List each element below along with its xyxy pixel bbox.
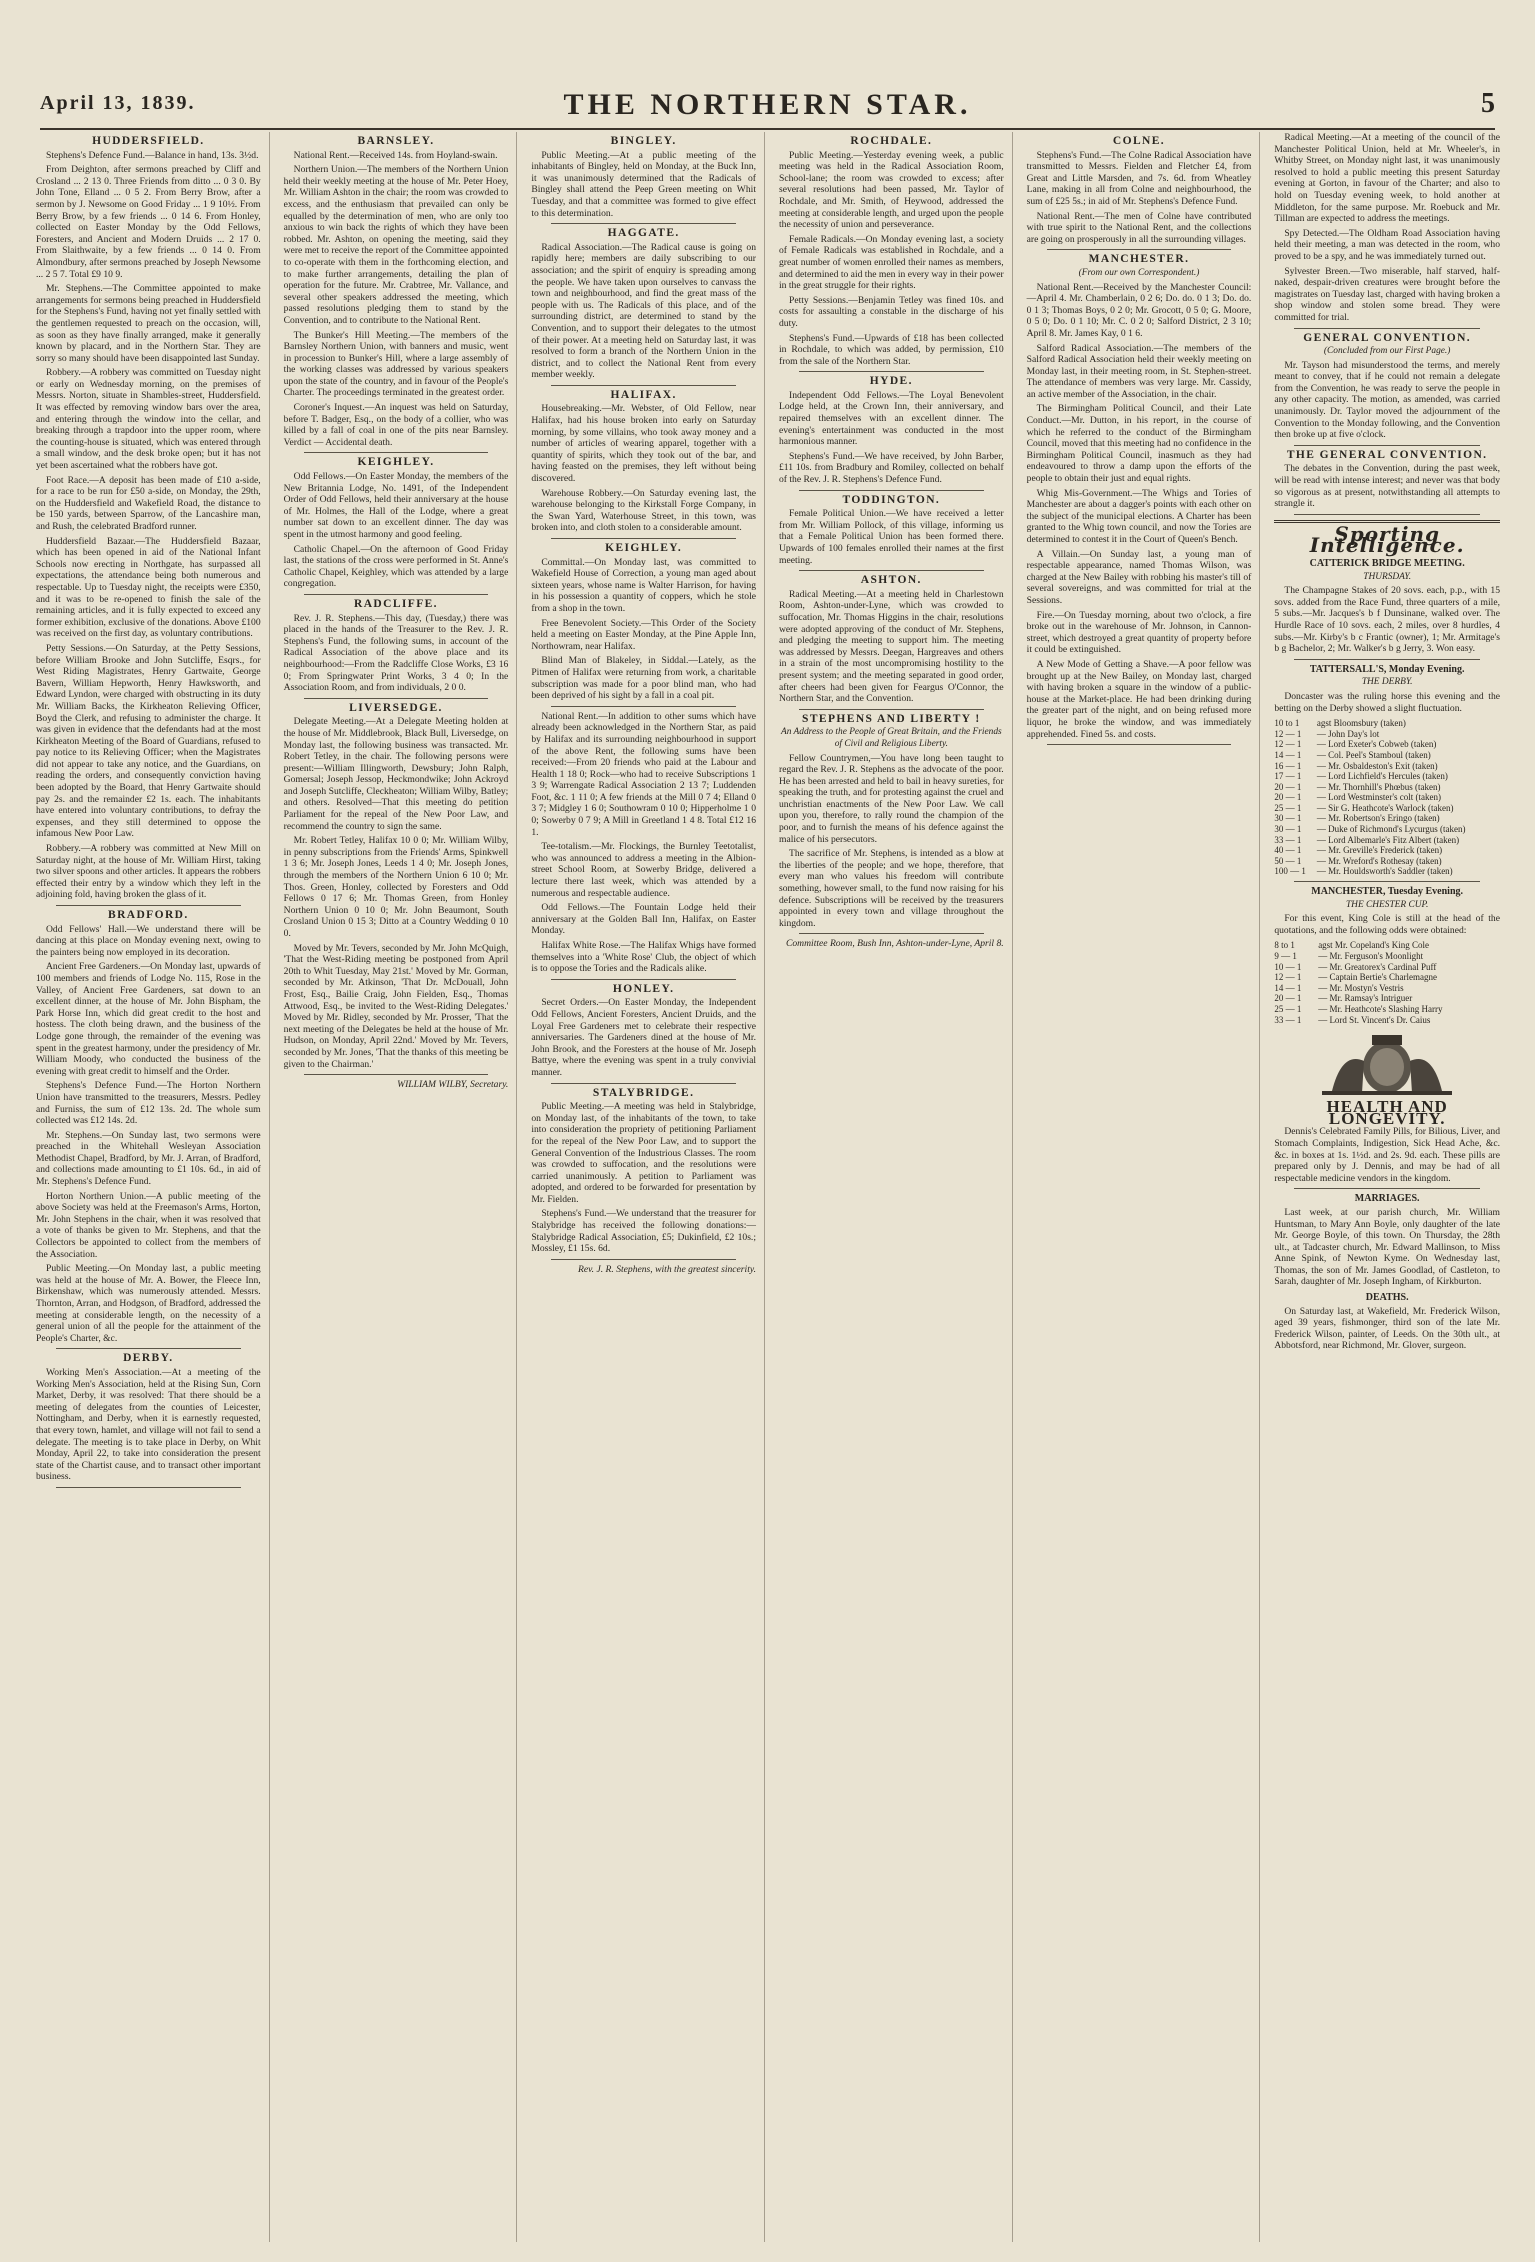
- column-2-signature: WILLIAM WILBY, Secretary.: [397, 1079, 509, 1091]
- article: [531, 711, 756, 975]
- odds-horse: — Captain Bertie's Charlemagne: [1318, 972, 1438, 983]
- article-subheading: (Concluded from our First Page.): [1323, 346, 1451, 357]
- odds-value: 12 — 1: [1274, 739, 1302, 750]
- article-paragraph: From Deighton, after sermons preached by Cliff and Crosland ... 2 13 0. Three Friends from ditto ... 0 3 0. By John Tone, Elland ... 0 5 2. From Berry Brow, after a sermon by J. Newsome on Good Friday ... 1 9 10½. From Berry Brow, by a few friends ... 0 14 6. From Honley, collected on Easter Monday by the Odd Fellows, Foresters, and Ancient and Modern Druids ... 2 17 0. From Slaithwaite, by a few friends ... 0 14 0. From Almondbury, after sermons preached by Joseph Newsome ... 2 5 7. Total £9 10 9.: [36, 164, 261, 280]
- article-paragraph: Committal.—On Monday last, was committed to Wakefield House of Correction, a young man aged about sixteen years, whose name is Walter Harrison, for having in his possession a quantity of coppers, which he stole from a shop in the town.: [531, 556, 756, 614]
- article: [779, 136, 1004, 367]
- odds-horse: — Mr. Greatorex's Cardinal Puff: [1318, 961, 1437, 972]
- divider: [799, 570, 984, 571]
- deaths-heading: DEATHS.: [1365, 1292, 1409, 1304]
- catterick-heading: CATTERICK BRIDGE MEETING.: [1309, 558, 1465, 569]
- divider: [1294, 881, 1480, 882]
- odds-value: 20 — 1: [1274, 993, 1302, 1004]
- issue-date: April 13, 1839.: [40, 92, 196, 114]
- odds-row: [1274, 813, 1500, 824]
- article-heading: TODDINGTON.: [842, 493, 941, 506]
- article-paragraph: Housebreaking.—Mr. Webster, of Old Fellow, near Halifax, had his house broken into early on Saturday morning, by some villains, who took away money and a number of articles of wearing apparel, together with a quantity of spirits, which they took out of the bar, and having feasted on the premises, they left without being discovered.: [531, 403, 756, 485]
- article: [531, 228, 756, 381]
- divider: [56, 1487, 241, 1488]
- article: [779, 575, 1004, 705]
- article-heading: LIVERSEDGE.: [349, 701, 443, 714]
- odds-value: 33 — 1: [1274, 1014, 1302, 1025]
- odds-horse: — Sir G. Heathcote's Warlock (taken): [1316, 802, 1454, 813]
- article-heading: STEPHENS AND LIBERTY !: [802, 712, 981, 725]
- manchester-sport-sub: THE CHESTER CUP.: [1345, 899, 1429, 910]
- odds-row: [1274, 972, 1500, 983]
- odds-horse: — Mr. Ferguson's Moonlight: [1318, 951, 1424, 961]
- article-paragraph: National Rent.—The men of Colne have contributed with true spirit to the National Rent, and the collections are going on prosperously in all the surrounding villages.: [1026, 210, 1252, 245]
- odds-value: 50 — 1: [1274, 855, 1302, 866]
- article-paragraph: Catholic Chapel.—On the afternoon of Good Friday last, the stations of the cross were performed in St. Anne's Catholic Chapel, Keighley, which was attended by a large congregation.: [283, 543, 509, 590]
- article-paragraph: Mr. Robert Tetley, Halifax 10 0 0; Mr. William Wilby, in penny subscriptions from the Friends' Arms, Spinkwell 1 3 6; Mr. Joseph Jones, Leeds 1 4 0; Mr. Joseph Jones, through the members of the Northern Union 6 10 0; Mr. Thos. Green, Honley, collected by Foresters and Odd Fellows 0 17 6; Mr. Thomas Green, from Honley Northern Union 0 10 0; Mr. John Beaumont, South Crosland Union 0 15 3; Ditto at a Country Wedding 0 10 0.: [283, 835, 509, 939]
- odds-row: [1274, 718, 1500, 729]
- divider: [551, 223, 736, 224]
- article-heading: MANCHESTER.: [1088, 253, 1190, 266]
- article: [779, 376, 1004, 485]
- article-paragraph: Secret Orders.—On Easter Monday, the Independent Odd Fellows, Ancient Foresters, Ancient Druids, and the Loyal Free Gardeners met to celebrate their respective anniversaries. The Gardeners dined at the house of Mr. John Brook, and the Foresters at the house of Mr. Joseph Battye, where the evening was spent in a truly convivial manner.: [531, 997, 756, 1078]
- article-paragraph: Fire.—On Tuesday morning, about two o'clock, a fire broke out in the warehouse of Mr. Johnson, in Cannon-street, which destroyed a great quantity of property before it could be extinguished.: [1026, 609, 1252, 656]
- article-paragraph: Public Meeting.—A meeting was held in Stalybridge, on Monday last, of the inhabitants of the town, to take into consideration the propriety of petitioning Parliament for the repeal of the New Poor Law, and to support the General Convention of the Industrious Classes. The room was crowded to suffocation, and the resolutions were carried unanimously. A petition to Parliament was adopted, and ordered to be forwarded for presentation by Mr. Fielden.: [531, 1101, 756, 1205]
- odds-horse: — Lord Albemarle's Fitz Albert (taken): [1316, 834, 1460, 845]
- newspaper-title: THE NORTHERN STAR.: [563, 88, 972, 121]
- article-paragraph: Stephens's Fund.—The Colne Radical Association have transmitted to Messrs. Fielden and Fletcher £4, from Great and Little Marsden, and 7s. 6d. from Wheatley Lane, making in all from Colne and neighbourhood, the sum of £25 5s.; in aid of Mr. Stephens's Defence Fund.: [1026, 149, 1252, 207]
- article-paragraph: Public Meeting.—Yesterday evening week, a public meeting was held in the Radical Association Room, School-lane; the room was crowded to excess; after several resolutions had been passed, Mr. Taylor of Rochdale, and Mr. Smith, of Heywood, addressed the meeting at considerable length, and urged upon the people the necessity of union and perseverance.: [779, 149, 1004, 231]
- article-paragraph: Free Benevolent Society.—This Order of the Society held a meeting on Easter Monday, at the Pine Apple Inn, Northowram, near Halifax.: [531, 617, 756, 652]
- article: [36, 1353, 261, 1483]
- odds-horse: — Duke of Richmond's Lycurgus (taken): [1316, 824, 1466, 835]
- article-paragraph: Halifax White Rose.—The Halifax Whigs have formed themselves into a 'White Rose' Club, the object of which is to oppose the Tories and the Radicals alike.: [531, 940, 756, 975]
- article-paragraph: Independent Odd Fellows.—The Loyal Benevolent Lodge held, at the Crown Inn, their anniversary, and repaired themselves with an excellent dinner. The evening's entertainment was conducted in the most harmonious manner.: [779, 389, 1004, 448]
- article: [36, 136, 261, 901]
- article-paragraph: Sylvester Breen.—Two miserable, half starved, half-naked, despair-driven creatures were brought before the magistrates on Tuesday last, charged with having broken a shop window and stolen some bread. They were committed for trial.: [1274, 265, 1500, 323]
- article-paragraph: Radical Association.—The Radical cause is going on rapidly here; members are daily subscribing to our association; and the spirit of enquiry is spreading among the people. We have taken upon ourselves to canvass the town and neighbourhood, and find the great mass of the people with us. The Radicals of this place, and of the surrounding district, are determined to stand by the Convention, and to support their delegates to the utmost of their power. At a meeting held on Saturday last, it was resolved to form a branch of the Northern Union in the district, and to collect the National Rent from every member weekly.: [531, 241, 756, 381]
- odds-horse: — Mr. Heathcote's Slashing Harry: [1318, 1003, 1443, 1014]
- odds-value: 8 to 1: [1274, 940, 1295, 951]
- article-paragraph: Robbery.—A robbery was committed on Tuesday night or early on Wednesday morning, on the premises of Messrs. Norton, situate in Shambles-street, Huddersfield. It was effected by removing window bars over the area, and entering through the window into the cellar, and breaking through a trapdoor into the upper room, where the counting-house is situated, which was entered through a small window, and the desk broke open; but it has not yet been ascertained what the robbers have got.: [36, 367, 261, 472]
- divider: [551, 538, 736, 539]
- article: [531, 984, 756, 1079]
- odds-value: 14 — 1: [1274, 749, 1302, 760]
- article-paragraph: Odd Fellows.—On Easter Monday, the members of the New Britannia Lodge, No. 1491, of the Independent Order of Odd Fellows, held their anniversary at the house of Mr. Holmes, the Hall of the Lodge, where a great number sat down to an excellent dinner. The day was spent in the utmost harmony and good feeling.: [283, 471, 509, 540]
- article-heading: ASHTON.: [860, 574, 922, 587]
- article-paragraph: Stephens's Defence Fund.—The Horton Northern Union have transmitted to the treasurers, Messrs. Pedley and Furniss, the sum of £12 13s. 2d. The whole sum collected was £12 14s. 2d.: [36, 1080, 261, 1127]
- divider: [551, 385, 736, 386]
- column-2: [276, 132, 518, 2242]
- article-paragraph: Mr. Stephens.—The Committee appointed to make arrangements for sermons being preached in Huddersfield for the Stephens's Fund, having not yet finally settled with the gentlemen requested to preach on the occasion, will, as soon as they have finally arranged, make it generally known by placard, and in the Northern Star. They are sorry so many should have been disappointed last Sunday.: [36, 283, 261, 364]
- article-paragraph: Northern Union.—The members of the Northern Union held their weekly meeting at the house of Mr. Peter Hoey, Mr. William Ashton in the chair; the room was crowded to excess, and the enthusiasm that prevailed can only be equalled by the determination of men, who are only too anxious to win back the rights of which they have been robbed. Mr. Ashton, on opening the meeting, said they were met to receive the report of the Committee appointed to co-operate with them in the forthcoming election, and to make further arrangements, detailing the plan of operation for the future. Mr. Crabtree, Mr. Vallance, and several other speakers addressed the meeting, which passed resolutions pledging them to stand by the Convention, and to contribute to the National Rent.: [283, 164, 509, 326]
- article-paragraph: Stephens's Fund.—We understand that the treasurer for Stalybridge has received the following donations:—Stalybridge Radical Association, £5; Dukinfield, £2 10s.; Mossley, £1 15s. 6d.: [531, 1208, 756, 1255]
- article-paragraph: Female Radicals.—On Monday evening last, a society of Female Radicals was established in Rochdale, and a great number of women enrolled their names as members, and determined to aid the men in every way in their power in the great struggle for their rights.: [779, 233, 1004, 292]
- article: [531, 136, 756, 219]
- article: [284, 599, 509, 694]
- odds-horse: — John Day's lot: [1316, 728, 1380, 739]
- article-heading: KEIGHLEY.: [605, 542, 683, 554]
- divider: [799, 371, 984, 372]
- divider: [56, 905, 241, 906]
- article-paragraph: Stephens's Fund.—We have received, by John Barber, £11 10s. from Bradbury and Romiley, collected on behalf of the Rev. J. R. Stephens's Defence Fund.: [779, 450, 1004, 486]
- tattersalls-heading: TATTERSALL'S, Monday Evening.: [1309, 663, 1465, 675]
- article: [284, 703, 509, 1070]
- article-heading: ROCHDALE.: [850, 135, 933, 147]
- odds-horse: agst Mr. Copeland's King Cole: [1318, 940, 1430, 951]
- article-subheading: (From our own Correspondent.): [1078, 267, 1200, 278]
- article-paragraph: Public Meeting.—On Monday last, a public meeting was held at the house of Mr. A. Bower, the Fleece Inn, Birkenshaw, which was numerously attended. Messrs. Thornton, Arran, and Hodgson, of Bradford, addressed the meeting at considerable length, on the necessity of a general union of all the people for the attainment of the People's Charter, &c.: [36, 1263, 261, 1344]
- article-paragraph: Public Meeting.—At a public meeting of the inhabitants of Bingley, held on Monday, at the Buck Inn, it was unanimously determined that the Radicals of Bingley shall attend the Peep Green meeting on Whit Tuesday, and that a committee was formed to give effect to this determination.: [531, 149, 756, 219]
- divider: [1294, 659, 1480, 660]
- divider: [304, 452, 489, 453]
- manchester-sport-heading: MANCHESTER, Tuesday Evening.: [1311, 886, 1464, 898]
- article-paragraph: A Villain.—On Sunday last, a young man of respectable appearance, named Thomas Wilson, was charged at the New Bailey with robbing his master's till of several sovereigns, and was committed for trial at the Sessions.: [1026, 548, 1252, 606]
- article-paragraph: Stephens's Defence Fund.—Balance in hand, 13s. 3½d.: [46, 149, 259, 161]
- article-paragraph: Ancient Free Gardeners.—On Monday last, upwards of 100 members and friends of Lodge No. 115, Rose in the Valley, of Ancient Free Gardeners, sat down to an excellent dinner, at the house of Mr. John Bispham, the Park Horse Inn, which did great credit to the host and hostess. The cloth being drawn, and the business of the Lodge gone through, the remainder of the evening was spent in the greatest harmony, under the presidency of Mr. William Moody, who conducted the business of the evening with great credit to himself and the Order.: [36, 961, 261, 1077]
- divider: [1294, 445, 1480, 446]
- article: [284, 136, 509, 448]
- divider: [304, 594, 489, 595]
- odds-value: 40 — 1: [1274, 845, 1302, 856]
- column-5: [1019, 132, 1261, 2242]
- odds-value: 30 — 1: [1274, 813, 1302, 824]
- article-heading: STALYBRIDGE.: [592, 1086, 695, 1099]
- odds-horse: — Mr. Houldsworth's Saddler (taken): [1316, 866, 1453, 877]
- odds-row: [1274, 824, 1500, 835]
- catterick-body: The Champagne Stakes of 20 sovs. each, p.p., with 15 sovs. added from the Race Fund, three quarters of a mile, 5 subs.—Mr. Jacques's b f Dunsinane, walked over. The Hurdle Race of 10 sovs. each, 2 miles, over 8 hurdles, 4 subs.—Mr. Kirby's b c Frantic (owner), 1; Mr. Armitage's b g Bachelor, 2; Mr. Walker's b g Jerry, 3. Won easy.: [1274, 585, 1500, 655]
- divider: [304, 698, 489, 699]
- article-paragraph: Whig Mis-Government.—The Whigs and Tories of Manchester are about a dagger's points with each other on the subject of the municipal elections. A Charter has been granted to the Whig town council, and now the Tories are determined to contest it in the Court of Queen's Bench.: [1026, 487, 1252, 545]
- odds-row: [1274, 739, 1500, 750]
- article-heading: HAGGATE.: [607, 227, 680, 240]
- article-paragraph: Fellow Countrymen,—You have long been taught to regard the Rev. J. R. Stephens as the advocate of the poor. He has been arrested and held to bail in heavy sureties, for speaking the truth, and for protesting against the cruel and unchristian enactments of the New Poor Law. We call upon you, therefore, to rally round the champion of the poor, and to furnish the means of his defence against the malice of his persecutors.: [779, 752, 1004, 845]
- divider: [799, 709, 984, 710]
- odds-value: 30 — 1: [1274, 824, 1302, 835]
- divider: [1294, 1188, 1480, 1189]
- article-paragraph: Huddersfield Bazaar.—The Huddersfield Bazaar, which has been opened in aid of the National Infant Schools now erecting in Northgate, has surpassed all expectations, the attendance being both numerous and respectable. Up to Tuesday night, the receipts were £350, and it was to be re-opened to finish the sale of the remaining articles, and it is fully expected to exceed any former exhibition, exclusive of the donations. Above £100 was received on the first day, as voluntary contributions.: [36, 535, 261, 640]
- article-paragraph: National Rent.—In addition to other sums which have already been acknowledged in the Northern Star, as paid by Halifax and its surrounding neighbourhood in support of the above Rent, the following sums have been received:—From 20 friends who paid at the Labour and Health 1 18 0; Rock—who had to receive Subscriptions 1 3 9; Warrengate Radical Association 2 13 7; Luddenden Foot, &c. 1 11 0; A few friends at the Mill 0 7 4; Elland 0 3 7; Midgley 1 6 0; Southowram 0 10 0; Hipperholme 1 0 0; Sowerby 0 7 9; A Mill in Greetland 1 4 8. Total £12 16 1.: [531, 710, 756, 838]
- article-paragraph: Odd Fellows' Hall.—We understand there will be dancing at this place on Monday evening next, owing to the painters being now employed in its decoration.: [36, 923, 261, 958]
- article-paragraph: The Birmingham Political Council, and their Late Conduct.—Mr. Dutton, in his report, in the course of which he referred to the conduct of the Birmingham Council, moved that this meeting had no confidence in the Birmingham Political Council, inasmuch as they had endeavoured to throw a damp upon the efforts of the people to obtain their just and equal rights.: [1026, 403, 1252, 485]
- article-heading: HALIFAX.: [610, 388, 677, 401]
- article: [1027, 254, 1252, 740]
- catterick-day: THURSDAY.: [1363, 571, 1412, 582]
- article: [36, 910, 261, 1344]
- odds-value: 12 — 1: [1274, 972, 1302, 983]
- odds-row: [1274, 951, 1500, 962]
- health-heading: HEALTH AND LONGEVITY.: [1326, 1097, 1448, 1128]
- article-heading: BINGLEY.: [610, 135, 677, 147]
- divider: [1294, 514, 1480, 515]
- health-body: Dennis's Celebrated Family Pills, for Bilious, Liver, and Stomach Complaints, Indigestion, Sick Head Ache, &c. &c. in boxes at 1s. 1½d. and 2s. 9d. each. These pills are prepared only by J. Dennis, and may be had of all respectable medicine vendors in the kingdom.: [1274, 1126, 1500, 1184]
- odds-horse: — Mr. Thornhill's Phœbus (taken): [1316, 781, 1441, 792]
- odds-row: [1274, 866, 1500, 877]
- masthead: [40, 88, 1495, 130]
- odds-horse: — Mr. Wreford's Rothesay (taken): [1316, 855, 1442, 866]
- odds-horse: — Lord Lichfield's Hercules (taken): [1316, 771, 1448, 782]
- divider: [304, 1074, 489, 1075]
- divider: [56, 1348, 241, 1349]
- divider: [551, 979, 736, 980]
- column-6: [1266, 132, 1508, 2242]
- column-3: [523, 132, 765, 2242]
- article-heading: THE GENERAL CONVENTION.: [1286, 448, 1488, 461]
- column-4-signature: Committee Room, Bush Inn, Ashton-under-Lyne, April 8.: [785, 938, 1004, 950]
- divider: [551, 1259, 736, 1260]
- odds-horse: — Mr. Greville's Frederick (taken): [1316, 845, 1443, 856]
- article-paragraph: Salford Radical Association.—The members of the Salford Radical Association held their weekly meeting on Monday last, in their meeting room, in St. Stephen-street. The attendance of members was very large. Mr. Cassidy, an active member of the Association, in the chair.: [1026, 342, 1252, 400]
- manchester-sport-body: For this event, King Cole is still at the head of the quotations, and the following odds were obtained:: [1274, 913, 1500, 936]
- article: [284, 457, 509, 590]
- article-paragraph: The sacrifice of Mr. Stephens, is intended as a blow at the liberties of the people; and we hope, therefore, that every man who values his freedom will contribute something, however small, to the fund now raising for his defence. Subscriptions will be received by the treasurers appointed in every town and village throughout the kingdom.: [779, 848, 1004, 929]
- divider: [1294, 328, 1480, 329]
- odds-row: [1274, 761, 1500, 772]
- odds-row: [1274, 771, 1500, 782]
- article-heading: KEIGHLEY.: [357, 456, 435, 469]
- article-heading: BRADFORD.: [108, 909, 189, 921]
- marriages-body: Last week, at our parish church, Mr. William Huntsman, to Mary Ann Boyle, only daughter of the late Mr. George Boyle, of this town. On Thursday, the 28th ult., at Tadcaster church, Mr. Edward Mallinson, to Miss Anne Spink, of Newton Kyme. On Wednesday last, Thomas, the son of Mr. James Goodlad, of Castleton, to Sarah, daughter of Mr. Joseph Ingham, of Kirkburton.: [1274, 1206, 1500, 1288]
- article-paragraph: National Rent.—Received by the Manchester Council:—April 4. Mr. Chamberlain, 0 2 6; Do. do. 0 1 3; Do. do. 0 1 3; Thomas Boys, 0 2 0; Mr. Grocott, 0 5 0; G. Moore, 0 5 0; Do. 0 1 10; Mr. C. 0 2 0; Salford District, 2 3 10; April 8. Mr. James Kay, 0 1 6.: [1026, 281, 1252, 339]
- article-paragraph: A New Mode of Getting a Shave.—A poor fellow was brought up at the New Bailey, on Monday last, charged with having broken a square in the window of a public-house at the Market-place. He had been drinking during the greater part of the night, and on being refused more liquor, he broke the window, and was immediately apprehended. Fined 5s. and costs.: [1026, 658, 1252, 740]
- article-paragraph: Working Men's Association.—At a meeting of the Working Men's Association, held at the Rising Sun, Corn Market, Derby, it was resolved: That there should be a meeting of delegates from the counties of Leicester, Nottingham, and Derby, when it is earnestly requested, that every town, hamlet, and village will not fail to send a delegate. The meeting is to take place in Derby, on Whit Monday, April 22, to take into consideration the present state of the Chartist cause, and to transact other important business.: [36, 1366, 261, 1483]
- article-paragraph: Petty Sessions.—Benjamin Tetley was fined 10s. and costs for assaulting a constable in the discharge of his duty.: [779, 294, 1004, 329]
- article: [1027, 136, 1252, 245]
- article-paragraph: Foot Race.—A deposit has been made of £10 a-side, for a race to be run for £50 a-side, on Monday, the 29th, on the Huddersfield and Wakefield Road, the distance to be 150 yards, between Sparrow, of the Lancashire man, and Rush, the celebrated Bradford runner.: [36, 474, 261, 532]
- odds-value: 17 — 1: [1274, 771, 1302, 782]
- article: [531, 390, 756, 534]
- odds-value: 10 — 1: [1274, 961, 1302, 972]
- article-paragraph: Coroner's Inquest.—An inquest was held on Saturday, before T. Badger, Esq., on the body of a collier, who was killed by a fall of coal in one of the pits near Barnsley. Verdict — Accidental death.: [283, 402, 509, 448]
- article-heading: DERBY.: [123, 1352, 174, 1365]
- odds-row: [1274, 835, 1500, 846]
- article-paragraph: Spy Detected.—The Oldham Road Association having held their meeting, a man was detected in the room, who proved to be a spy, and he was immediately turned out.: [1274, 227, 1500, 262]
- royal-arms-engraving: [1312, 1031, 1462, 1097]
- odds-horse: — Lord Westminster's colt (taken): [1316, 792, 1442, 803]
- article: [1274, 132, 1500, 324]
- odds-horse: — Lord St. Vincent's Dr. Caius: [1318, 1014, 1431, 1025]
- odds-row: [1274, 993, 1500, 1004]
- odds-row: [1274, 803, 1500, 814]
- odds-row: [1274, 750, 1500, 761]
- article-heading: COLNE.: [1112, 135, 1166, 147]
- odds-value: 14 — 1: [1274, 982, 1302, 993]
- odds-horse: — Mr. Ramsay's Intriguer: [1318, 993, 1413, 1004]
- article-heading: HUDDERSFIELD.: [92, 135, 205, 147]
- article-paragraph: Odd Fellows.—The Fountain Lodge held their anniversary at the Golden Ball Inn, Halifax, on Easter Monday.: [531, 902, 756, 937]
- article: [531, 543, 756, 702]
- article-paragraph: Mr. Stephens.—On Sunday last, two sermons were preached in the Whitehall Wesleyan Association Methodist Chapel, Bradford, by Mr. J. Arran, of Bradford, and collections made amounting to £1 10s. 6d., in aid of Mr. Stephens's Defence Fund.: [36, 1129, 261, 1188]
- odds-value: 20 — 1: [1274, 792, 1302, 803]
- sporting-heading: Sporting Intelligence.: [1309, 521, 1465, 558]
- article-paragraph: Warehouse Robbery.—On Saturday evening last, the warehouse belonging to the Kirkstall Forge Company, in the Swan Yard, Waterhouse Street, in this town, was broken into, and cloth stolen to a considerable amount.: [531, 487, 756, 534]
- divider: [799, 490, 984, 491]
- article-paragraph: Radical Meeting.—At a meeting of the council of the Manchester Political Union, held at Mr. Wheeler's, in Whitby Street, on Monday night last, it was unanimously resolved to hold a public meeting this present Saturday evening at Gorton, in favour of the Charter; and also to hold on Tuesday evening week, to hold another at Middleton, for the same purpose. Mr. Roebuck and Mr. Tillman are expected to address the meetings.: [1274, 132, 1500, 225]
- article: [1274, 333, 1500, 441]
- derby-odds-table: [1274, 718, 1500, 877]
- deaths-body: On Saturday last, at Wakefield, Mr. Frederick Wilson, aged 39 years, fishmonger, third son of the late Mr. Frederick Wilson, painter, of Leeds. On the 30th ult., at Abbotsford, near Richmond, Mr. Glover, surgeon.: [1274, 1305, 1500, 1352]
- divider: [551, 1083, 736, 1084]
- article-paragraph: The debates in the Convention, during the past week, will be read with intense interest; and never was that body so vigorous as at present, notwithstanding all attempts to strangle it.: [1274, 463, 1500, 510]
- divider: [1047, 249, 1232, 250]
- article-heading: HONLEY.: [612, 982, 675, 995]
- odds-value: 10 to 1: [1274, 718, 1300, 729]
- column-3-signature: Rev. J. R. Stephens, with the greatest sincerity.: [578, 1263, 756, 1275]
- odds-row: [1274, 940, 1500, 951]
- odds-value: 33 — 1: [1274, 834, 1302, 845]
- odds-horse: — Col. Peel's Stamboul (taken): [1316, 749, 1431, 760]
- article-paragraph: Stephens's Fund.—Upwards of £18 has been collected in Rochdale, to which was added, by permission, £10 from the sale of the Northern Star.: [779, 332, 1004, 367]
- odds-row: [1274, 792, 1500, 803]
- article-paragraph: Radical Meeting.—At a meeting held in Charlestown Room, Ashton-under-Lyne, which was crowded to suffocation, Mr. Thomas Higgins in the chair, resolutions were adopted approving of the conduct of Mr. Stephens, and pledging the meeting to support him. The meeting was addressed by Messrs. Deegan, Hargreaves and others in a strain of the most uncompromising hostility to the present system; and the meeting separated in good order, after cheers had been given for Feargus O'Connor, the Northern Star, and the Convention.: [779, 588, 1004, 705]
- article-heading: HYDE.: [869, 375, 913, 388]
- odds-value: 25 — 1: [1274, 802, 1302, 813]
- column-4: [771, 132, 1013, 2242]
- odds-horse: — Mr. Osbaldeston's Exit (taken): [1316, 760, 1438, 771]
- odds-value: 12 — 1: [1274, 728, 1302, 739]
- odds-row: [1274, 782, 1500, 793]
- divider: [1047, 744, 1232, 745]
- article-paragraph: Female Political Union.—We have received a letter from Mr. William Pollock, of this village, informing us that a Female Political Union has been formed there. Upwards of 100 females enrolled their names at the first meeting.: [779, 508, 1004, 566]
- news-columns: [28, 132, 1508, 2242]
- article-heading: BARNSLEY.: [357, 135, 435, 147]
- odds-value: 25 — 1: [1274, 1003, 1302, 1014]
- article-heading: RADCLIFFE.: [354, 597, 438, 610]
- article-heading: GENERAL CONVENTION.: [1303, 331, 1472, 344]
- odds-row: [1274, 1004, 1500, 1015]
- tattersalls-sub: THE DERBY.: [1361, 677, 1413, 688]
- odds-horse: — Lord Exeter's Cobweb (taken): [1316, 739, 1437, 750]
- odds-horse: — Mr. Robertson's Eringo (taken): [1316, 813, 1440, 824]
- divider: [799, 933, 984, 934]
- odds-row: [1274, 983, 1500, 994]
- article-paragraph: Horton Northern Union.—A public meeting of the above Society was held at the Freemason's Arms, Horton, Mr. John Stephens in the chair, when it was resolved that a vote of thanks be given to Mr. Stephens, and that the Collectors be appointed to collect from the members of the Association.: [36, 1190, 261, 1260]
- article-paragraph: Robbery.—A robbery was committed at New Mill on Saturday night, at the house of Mr. William Hirst, taking two silver spoons and other articles. It appears the robbers effected their entry by a window which they left in the adjoining fold, having broken the glass of it.: [36, 843, 261, 901]
- odds-row: [1274, 1015, 1500, 1026]
- tattersalls-body: Doncaster was the ruling horse this evening and the betting on the Derby showed a slight fluctuation.: [1274, 690, 1500, 714]
- article: [531, 1088, 756, 1255]
- page-number: 5: [1481, 88, 1495, 119]
- odds-row: [1274, 856, 1500, 867]
- article-paragraph: The Bunker's Hill Meeting.—The members of the Barnsley Northern Union, with banners and music, went in procession to Bunker's Hill, where a large assembly of the working classes was addressed by various speakers upon the state of the country, and in favour of the People's Charter. The proceedings terminated in the greatest order.: [283, 329, 509, 399]
- article-paragraph: Petty Sessions.—On Saturday, at the Petty Sessions, before William Brooke and John Sutcliffe, Esqrs., for West Riding Magistrates, Henry Gartwaite, George Bavern, William Hepworth, Henry Hawksworth, and Edward Lyndon, were charged with obstructing in its duty Mr. William Backs, the Kirkheaton Relieving Officer, Boyd the Clerk, and refusing to administer the charge. It was given in evidence that the defendants had at the most Kirkheaton Meeting of the Board of Guardians, refused to pay notice to its Relieving Officer; when the Magistrates did not appear to take any notice, and the Guardians, on reading the orders, and consequently conviction having been adopted by the Board, that Henry Gartwaite should pay 2s. and the remainder £2 1s. each. The inhabitants have entered into voluntary contributions, to defray the expenses, and they still determined to oppose the infamous New Poor Law.: [36, 642, 261, 840]
- odds-value: 20 — 1: [1274, 781, 1302, 792]
- article-paragraph: Blind Man of Blakeley, in Siddal.—Lately, as the Pitmen of Halifax were returning from work, a charitable subscription was made for a poor blind man, who had been deprived of his sight by a fall in a coal pit.: [531, 655, 756, 702]
- odds-row: [1274, 729, 1500, 740]
- odds-value: 9 — 1: [1274, 951, 1297, 961]
- article-subheading: An Address to the People of Great Britain, and the Friends of Civil and Religious Liberty.: [780, 727, 1002, 749]
- odds-value: 100 — 1: [1274, 866, 1306, 877]
- odds-horse: — Mr. Mostyn's Vestris: [1318, 982, 1404, 993]
- odds-horse: agst Bloomsbury (taken): [1316, 718, 1406, 729]
- marriages-heading: MARRIAGES.: [1354, 1193, 1420, 1205]
- article-paragraph: Delegate Meeting.—At a Delegate Meeting holden at the house of Mr. Middlebrook, Black Bull, Liversedge, on Monday last, the following business was transacted. Mr. Robert Tetley, in the chair. The following persons were present:—William Illingworth, Dewsbury; John Ralph, Gomersal; Joseph Jessop, Heckmondwike; John Ackroyd and Joseph Sutcliffe, Cleckheaton; William Wilby, Batley; and others. Resolved—That this meeting do petition Parliament for the repeal of the New Poor Law, and recommend the country to sign the same.: [283, 716, 509, 832]
- column-1: [28, 132, 270, 2242]
- article: [779, 495, 1004, 567]
- chester-odds-table: [1274, 940, 1500, 1025]
- article-paragraph: Moved by Mr. Tevers, seconded by Mr. John McQuigh, 'That the West-Riding meeting be postponed from April 20th to Whit Tuesday, May 21st.' Moved by Mr. Gorman, seconded by Mr. Atkinson, 'That Dr. McDouall, John Frost, Esq., Bailie Craig, John Fielden, Esq., Thomas Attwood, Esq., be invited to the West-Riding Delegates.' Moved by Mr. Ridley, seconded by Mr. Prosser, 'That the next meeting of the Delegates be held at the house of Mr. Hudson, on Monday, April 22nd.' Moved by Mr. Tevers, seconded by Mr. Jones, 'That the thanks of this meeting be given to the Chairman.': [283, 942, 509, 1070]
- odds-value: 16 — 1: [1274, 760, 1302, 771]
- article-paragraph: National Rent.—Received 14s. from Hoyland-swain.: [293, 149, 498, 161]
- article-paragraph: Rev. J. R. Stephens.—This day, (Tuesday,) there was placed in the hands of the Treasurer to the Rev. J. R. Stephens's Fund, the following sums, in account of the Radical Association of the above place and its neighbourhood:—From the Radcliffe Close Works, £3 16 0; From Springwater Print Works, 3 4 0; In the Association Room, and from individuals, 2 0 0.: [283, 612, 509, 694]
- article-paragraph: Tee-totalism.—Mr. Flockings, the Burnley Teetotalist, who was announced to address a meeting in the Albion-street School Room, at Sowerby Bridge, delivered a lecture there last week, which was attended by a numerous and respectable audience.: [531, 841, 756, 899]
- divider: [551, 706, 736, 707]
- article-paragraph: Mr. Tayson had misunderstood the terms, and merely meant to convey, that if he could not remain a delegate from the Convention, he was ready to serve the people in any other capacity. The motion, as amended, was carried unanimously. Dr. Taylor moved the adjournment of the Convention to the Monday following, and the Convention then broke up at five o'clock.: [1274, 359, 1500, 441]
- article: [779, 714, 1004, 930]
- odds-row: [1274, 845, 1500, 856]
- article: [1274, 450, 1500, 510]
- odds-row: [1274, 962, 1500, 973]
